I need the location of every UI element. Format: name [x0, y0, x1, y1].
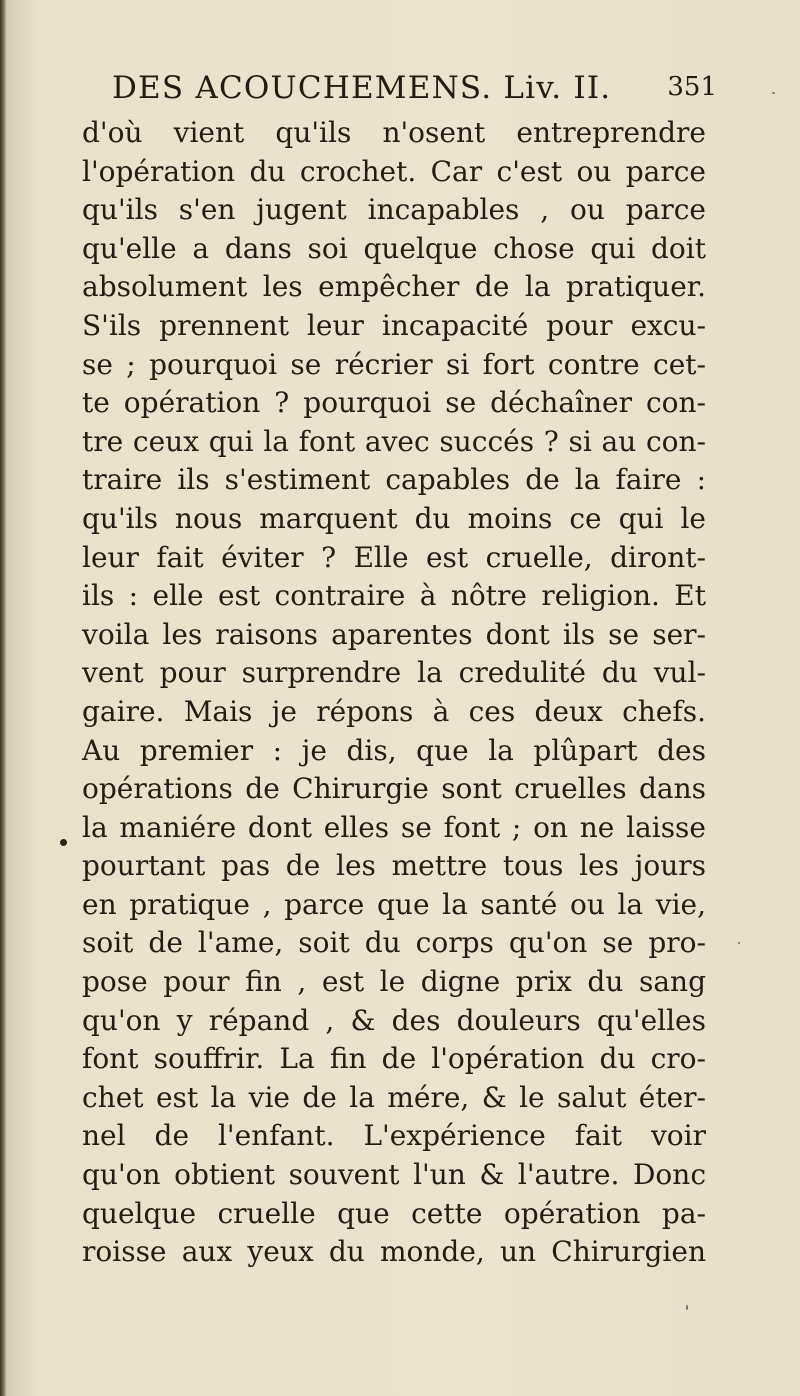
page-number: 351: [667, 72, 717, 102]
text-line: quelque cruelle que cette opération pa-: [82, 1196, 706, 1230]
text-line: absolument les empêcher de la pratiquer.: [82, 270, 706, 304]
text-line: vent pour surprendre la credulité du vul-: [82, 656, 706, 690]
text-line: Au premier : je dis, que la plûpart des: [82, 733, 706, 767]
text-line: font souffrir. La fin de l'opération du cro-: [82, 1042, 706, 1076]
ink-speck: [738, 942, 740, 944]
text-line: voila les raisons aparentes dont ils se ser-: [82, 617, 706, 651]
text-line: gaire. Mais je répons à ces deux chefs.: [82, 694, 706, 728]
text-line: la maniére dont elles se font ; on ne laisse: [82, 810, 706, 844]
text-line: en pratique , parce que la santé ou la vie,: [82, 887, 706, 921]
page-gutter-shadow: [0, 0, 6, 1396]
text-line: roisse aux yeux du monde, un Chirurgien: [82, 1235, 706, 1269]
ink-speck: [772, 92, 775, 94]
running-head-title: DES ACOUCHEMENS. Liv. II.: [112, 70, 612, 106]
body-text: [82, 114, 706, 1272]
text-line: pourtant pas de les mettre tous les jours: [82, 849, 706, 883]
text-line: ils : elle est contraire à nôtre religion. Et: [82, 579, 706, 613]
text-line: traire ils s'estiment capables de la faire :: [82, 463, 706, 497]
text-line: leur fait éviter ? Elle est cruelle, diront-: [82, 540, 706, 574]
text-line: qu'ils s'en jugent incapables , ou parce: [82, 193, 706, 227]
text-line: tre ceux qui la font avec succés ? si au con-: [82, 424, 706, 458]
text-line: pose pour fin , est le digne prix du sang: [82, 965, 706, 999]
text-line: l'opération du crochet. Car c'est ou parce: [82, 154, 706, 188]
text-line: se ; pourquoi se récrier si fort contre cet-: [82, 347, 706, 381]
text-line: nel de l'enfant. L'expérience fait voir: [82, 1119, 706, 1153]
text-line: chet est la vie de la mére, & le salut éter-: [82, 1080, 706, 1114]
text-line: S'ils prennent leur incapacité pour excu-: [82, 308, 706, 342]
ink-speck: [686, 1305, 688, 1310]
text-line: qu'elle a dans soi quelque chose qui doit: [82, 231, 706, 265]
text-line: d'où vient qu'ils n'osent entreprendre: [82, 116, 706, 149]
text-line: qu'ils nous marquent du moins ce qui le: [82, 501, 706, 535]
running-head: [112, 70, 717, 114]
text-line: qu'on obtient souvent l'un & l'autre. Donc: [82, 1158, 706, 1192]
text-line: soit de l'ame, soit du corps qu'on se pro-: [82, 926, 706, 960]
ink-speck: [60, 839, 67, 846]
text-line: qu'on y répand , & des douleurs qu'elles: [82, 1003, 706, 1037]
text-line: te opération ? pourquoi se déchaîner con-: [82, 386, 706, 420]
text-line: opérations de Chirurgie sont cruelles dans: [82, 772, 706, 806]
